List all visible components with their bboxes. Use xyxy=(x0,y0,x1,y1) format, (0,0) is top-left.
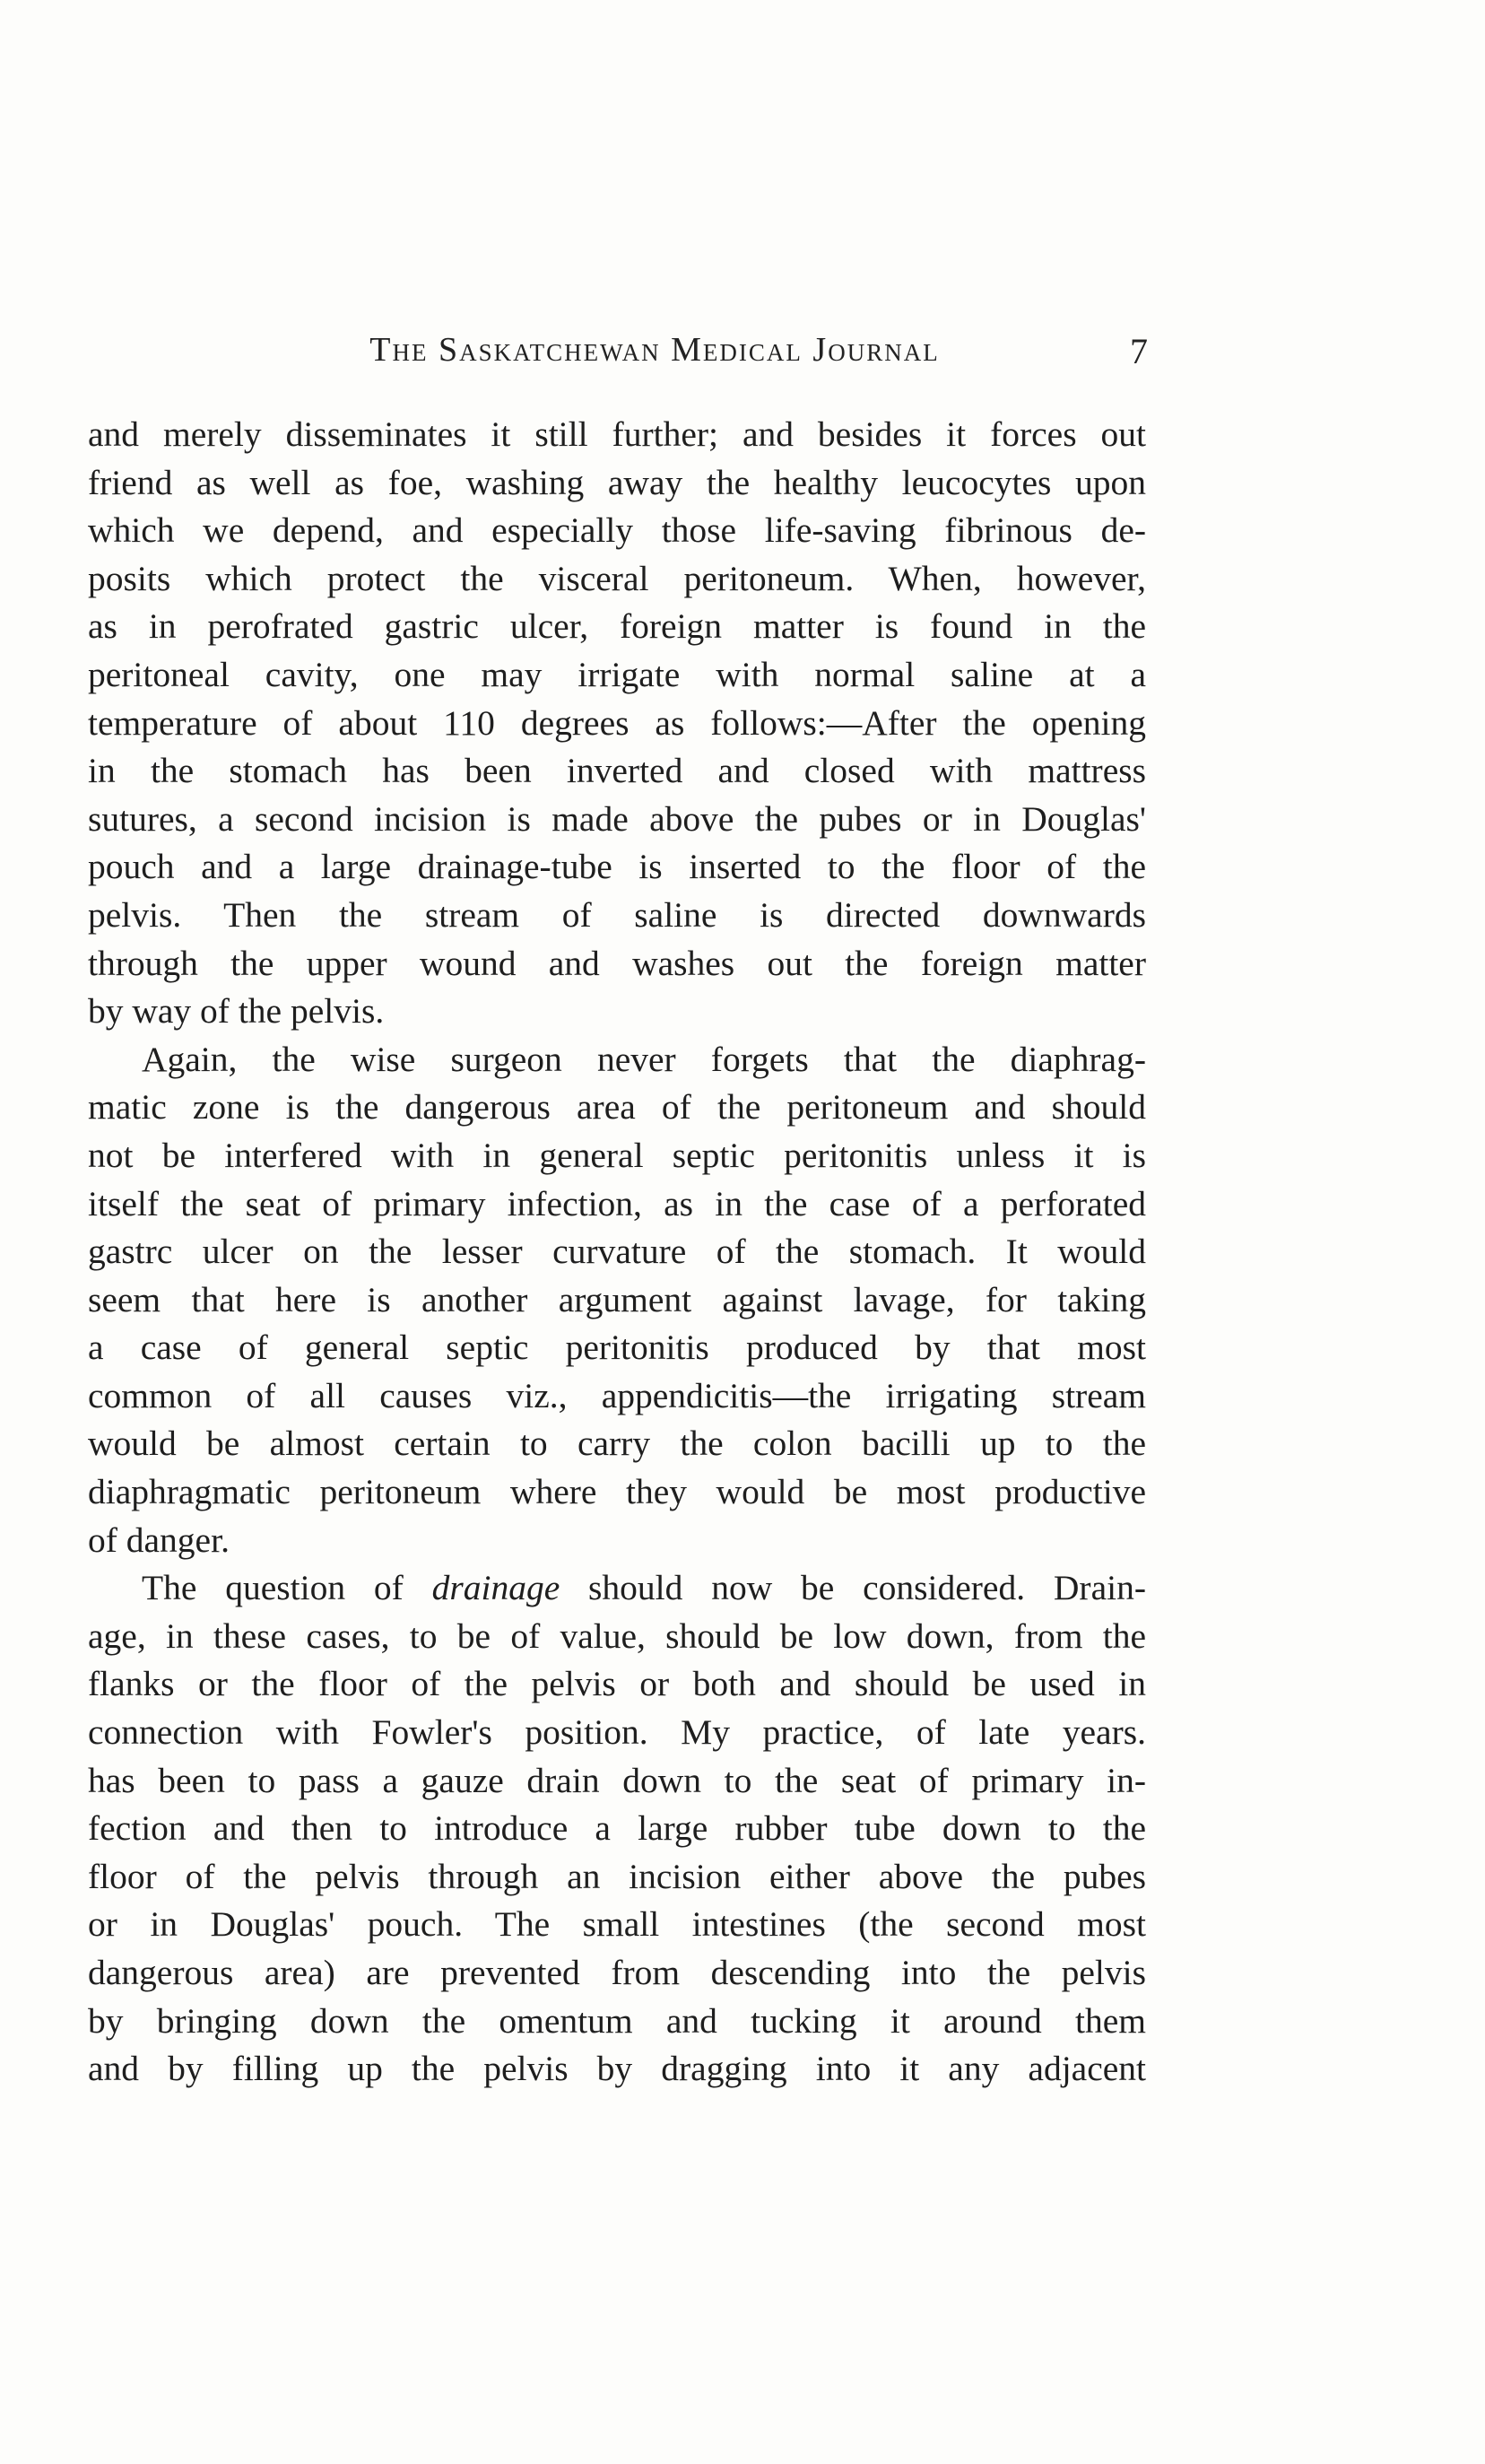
text-line: matic zone is the dangerous area of the peritoneum and should xyxy=(88,1087,1146,1128)
text-line: Again, the wise surgeon never forgets that the diaphrag- xyxy=(142,1039,1146,1079)
text-line xyxy=(88,1564,1146,1613)
text-line: fection and then to introduce a large rubber tube down to the xyxy=(88,1808,1146,1849)
text-line: or in Douglas' pouch. The small intestines (the second most xyxy=(88,1904,1146,1945)
text-line: which we depend, and especially those life-saving fibrinous de- xyxy=(88,510,1146,551)
text-line: age, in these cases, to be of value, should be low down, from the xyxy=(88,1615,1146,1656)
text-line: temperature of about 110 degrees as follows:—After the opening xyxy=(88,702,1146,743)
text-line: seem that here is another argument against lavage, for taking xyxy=(88,1279,1146,1319)
journal-title: The Saskatchewan Medical Journal xyxy=(369,331,940,369)
text-line: posits which protect the visceral peritoneum. When, however, xyxy=(88,558,1146,598)
text-run: The question of xyxy=(142,1568,432,1608)
text-line: through the upper wound and washes out the foreign matter xyxy=(88,943,1146,983)
paragraph-2 xyxy=(88,1036,1146,1565)
text-line: peritoneal cavity, one may irrigate with normal saline at a xyxy=(88,654,1146,694)
text-line: would be almost certain to carry the colon bacilli up to the xyxy=(88,1424,1146,1464)
text-line: itself the seat of primary infection, as in the case of a perforated xyxy=(88,1183,1146,1223)
text-line: flanks or the floor of the pelvis or both and should be used in xyxy=(88,1664,1146,1704)
text-line: a case of general septic peritonitis produced by that most xyxy=(88,1328,1146,1368)
italic-term: drainage xyxy=(431,1568,560,1608)
page-number: 7 xyxy=(1130,331,1148,371)
text-line: not be interfered with in general septic peritonitis unless it is xyxy=(88,1135,1146,1175)
text-line: pouch and a large drainage-tube is inserted to the floor of the xyxy=(88,847,1146,887)
text-line: and by filling up the pelvis by dragging into it any adjacent xyxy=(88,2049,1146,2089)
text-line: as in perofrated gastric ulcer, foreign matter is found in the xyxy=(88,606,1146,647)
text-line: diaphragmatic peritoneum where they would be most productive xyxy=(88,1472,1146,1512)
text-line: pelvis. Then the stream of saline is directed downwards xyxy=(88,894,1146,935)
text-run: should now be considered. Drain- xyxy=(560,1568,1146,1608)
text-line: has been to pass a gauze drain down to the seat of primary in- xyxy=(88,1760,1146,1800)
text-line: gastrc ulcer on the lesser curvature of the stomach. It would xyxy=(88,1232,1146,1272)
text-line: and merely disseminates it still further; and besides it forces out xyxy=(88,414,1146,454)
text-line: of danger. xyxy=(88,1519,230,1560)
text-line: floor of the pelvis through an incision either above the pubes xyxy=(88,1856,1146,1896)
text-line: by bringing down the omentum and tucking it around them xyxy=(88,2000,1146,2041)
text-line: by way of the pelvis. xyxy=(88,991,385,1032)
text-line: sutures, a second incision is made above the pubes or in Douglas' xyxy=(88,798,1146,839)
text-line: in the stomach has been inverted and closed with mattress xyxy=(88,751,1146,791)
text-line: friend as well as foe, washing away the healthy leucocytes upon xyxy=(88,462,1146,502)
text-line: dangerous area) are prevented from descending into the pelvis xyxy=(88,1953,1146,1992)
text-line: common of all causes viz., appendicitis—the irrigating stream xyxy=(88,1375,1146,1415)
body-text xyxy=(88,411,1146,2094)
text-line: connection with Fowler's position. My practice, of late years. xyxy=(88,1712,1146,1753)
paragraph-1 xyxy=(88,411,1146,1036)
running-head xyxy=(179,330,1148,373)
paragraph-3 xyxy=(88,1564,1146,2094)
